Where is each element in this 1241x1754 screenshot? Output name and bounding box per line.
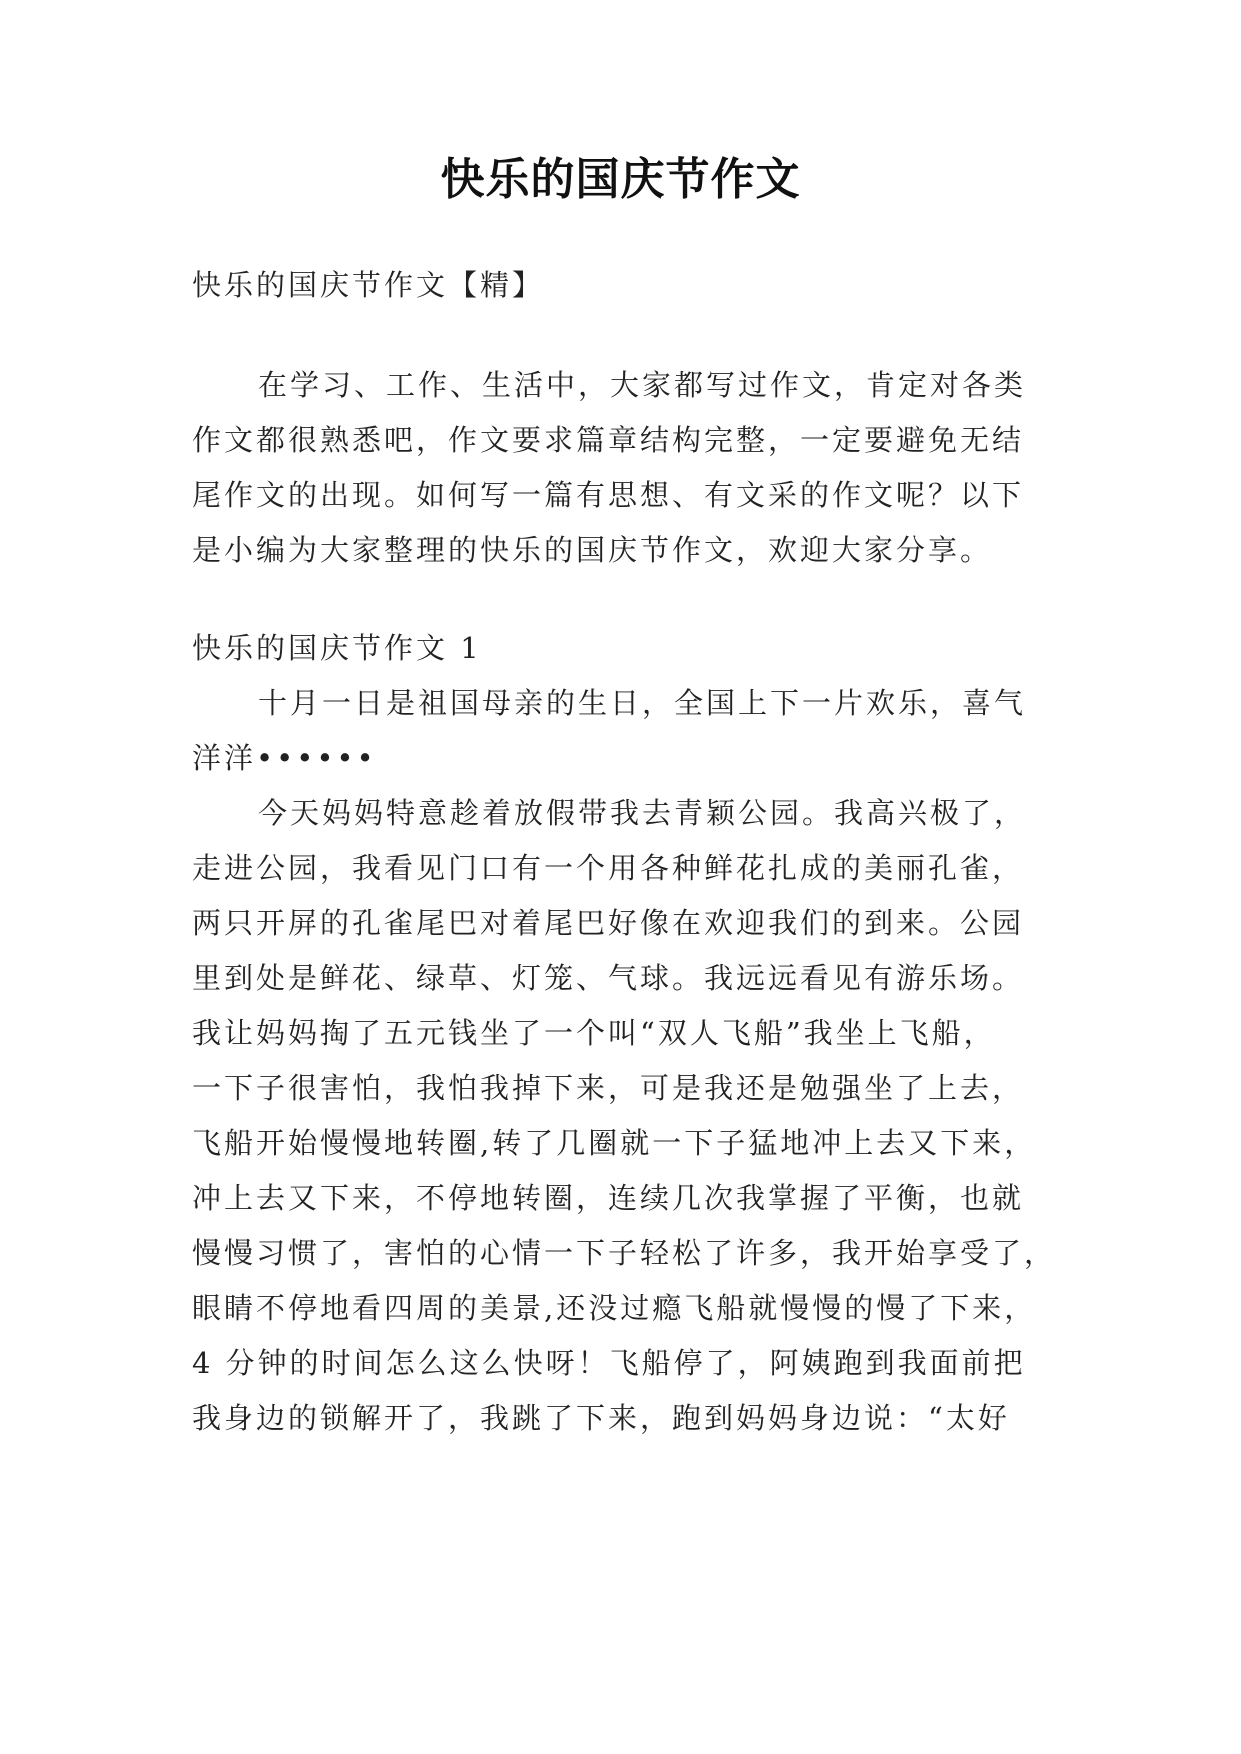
paragraph-line: 我让妈妈掏了五元钱坐了一个叫“双人飞船”我坐上飞船，: [192, 1016, 996, 1050]
paragraph-line: 走进公园，我看见门口有一个用各种鲜花扎成的美丽孔雀，: [192, 851, 1025, 885]
document-subtitle: 快乐的国庆节作文【精】: [192, 268, 545, 302]
paragraph-line: 我身边的锁解开了，我跳了下来，跑到妈妈身边说：“太好: [192, 1401, 1010, 1435]
intro-line: 在学习、工作、生活中，大家都写过作文，肯定对各类: [258, 368, 1027, 402]
paragraph-line: 十月一日是祖国母亲的生日，全国上下一片欢乐，喜气: [258, 686, 1027, 720]
section-heading: 快乐的国庆节作文 1: [192, 631, 482, 665]
paragraph-line: 4 分钟的时间怎么这么快呀！飞船停了，阿姨跑到我面前把: [192, 1346, 1026, 1380]
paragraph-line: 慢慢习惯了，害怕的心情一下子轻松了许多，我开始享受了，: [192, 1236, 1057, 1270]
paragraph-line: 今天妈妈特意趁着放假带我去青颖公园。我高兴极了，: [258, 796, 1027, 830]
paragraph-line: 洋洋••••••: [192, 741, 377, 775]
intro-line: 是小编为大家整理的快乐的国庆节作文，欢迎大家分享。: [192, 533, 993, 567]
paragraph-line: 一下子很害怕，我怕我掉下来，可是我还是勉强坐了上去，: [192, 1071, 1025, 1105]
document-title: 快乐的国庆节作文: [440, 154, 801, 205]
paragraph-line: 两只开屏的孔雀尾巴对着尾巴好像在欢迎我们的到来。公园: [192, 906, 1025, 940]
paragraph-line: 飞船开始慢慢地转圈,转了几圈就一下子猛地冲上去又下来，: [192, 1126, 1037, 1160]
intro-line: 作文都很熟悉吧，作文要求篇章结构完整，一定要避免无结: [192, 423, 1025, 457]
paragraph-line: 里到处是鲜花、绿草、灯笼、气球。我远远看见有游乐场。: [192, 961, 1025, 995]
paragraph-line: 冲上去又下来，不停地转圈，连续几次我掌握了平衡，也就: [192, 1181, 1025, 1215]
paragraph-line: 眼睛不停地看四周的美景,还没过瘾飞船就慢慢的慢了下来，: [192, 1291, 1037, 1325]
intro-line: 尾作文的出现。如何写一篇有思想、有文采的作文呢？以下: [192, 478, 1025, 512]
